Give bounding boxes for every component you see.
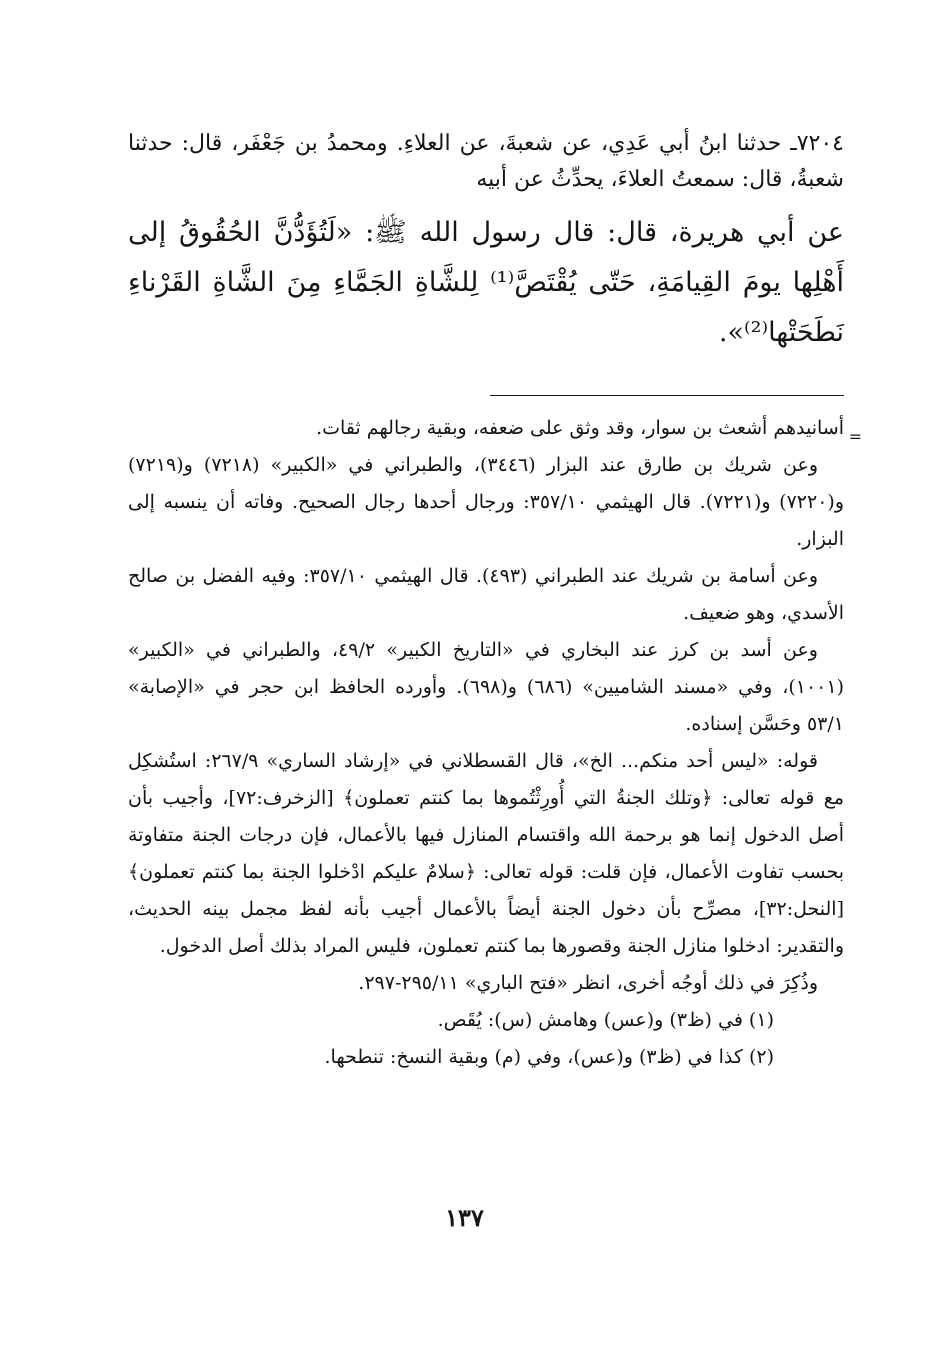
hadith-block bbox=[128, 126, 844, 358]
hadith-matn: عن أبي هريرة، قال: قال رسول الله ﷺ: «لَتُؤَدُّنَّ الحُقُوقُ إلى أَهْلِها يومَ القِيامَةِ، حَتّى يُقْتَصَّ⁽¹⁾ لِلشَّاةِ الجَمَّاءِ مِنَ الشَّاةِ القَرْناءِ نَطَحَتْها⁽²⁾». bbox=[128, 217, 844, 348]
page-number: ١٣٧ bbox=[445, 1203, 484, 1232]
note-paragraph: وذُكِرَ في ذلك أوجُه أخرى، انظر «فتح الباري» ٢٩٥/١١-٢٩٧. bbox=[358, 972, 818, 994]
footnote-separator bbox=[490, 395, 844, 396]
footnote-2: (٢) كذا في (ظ٣) و(عس)، وفي (م) وبقية النسخ: تنطحها. bbox=[324, 1046, 774, 1068]
continuation-mark: = bbox=[848, 427, 862, 446]
note-paragraph: وعن أسامة بن شريك عند الطبراني (٤٩٣). قال الهيثمي ٣٥٧/١٠: وفيه الفضل بن صالح الأسدي، وهو ضعيف. bbox=[128, 565, 844, 624]
note-paragraph: أسانيدهم أشعث بن سوار، وقد وثق على ضعفه، وبقية رجالهم ثقات. bbox=[316, 417, 844, 439]
footnote-1: (١) في (ظ٣) و(عس) وهامش (س): يُقَص. bbox=[437, 1009, 774, 1031]
note-paragraph: وعن شريك بن طارق عند البزار (٣٤٤٦)، والطبراني في «الكبير» (٧٢١٨) و(٧٢١٩) و(٧٢٢٠) و(٧٢٢١). قال الهيثمي ٣٥٧/١٠: ورجال أحدها رجال الصحيح. وفاته أن ينسبه إلى البزار. bbox=[128, 454, 844, 550]
commentary-notes bbox=[128, 410, 862, 1076]
note-paragraph: وعن أسد بن كرز عند البخاري في «التاريخ الكبير» ٤٩/٢، والطبراني في «الكبير» (١٠٠١)، وفي «مسند الشاميين» (٦٨٦) و(٦٩٨). وأورده الحافظ ابن حجر في «الإصابة» ٥٣/١ وحَسَّن إسناده. bbox=[128, 639, 845, 735]
hadith-isnad: ٧٢٠٤ـ حدثنا ابنُ أبي عَدِي، عن شعبةَ، عن العلاءِ. ومحمدُ بن جَعْفَر، قال: حدثنا شعبةُ، قال: سمعتُ العلاءَ، يحدِّثُ عن أبيه bbox=[128, 131, 844, 192]
note-paragraph: قوله: «ليس أحد منكم... الخ»، قال القسطلاني في «إرشاد الساري» ٢٦٧/٩: استُشكِل مع قوله تعالى: ﴿وتلك الجنةُ التي أُورِثْتُموها بما كنتم تعملون﴾ [الزخرف:٧٢]، وأجيب بأن أصل الدخول إنما هو برحمة الله واقتسام المنازل فيها بالأعمال، فإن درجات الجنة متفاوتة بحسب تفاوت الأعمال، فإن قلت: قوله تعالى: ﴿سلامٌ عليكم ادْخلوا الجنة بما كنتم تعملون﴾ [النحل:٣٢]، مصرِّح بأن دخول الجنة أيضاً بالأعمال أجيب بأنه لفظ مجمل بينه الحديث، والتقدير: ادخلوا منازل الجنة وقصورها بما كنتم تعملون، فليس المراد بذلك أصل الدخول. bbox=[128, 750, 844, 957]
